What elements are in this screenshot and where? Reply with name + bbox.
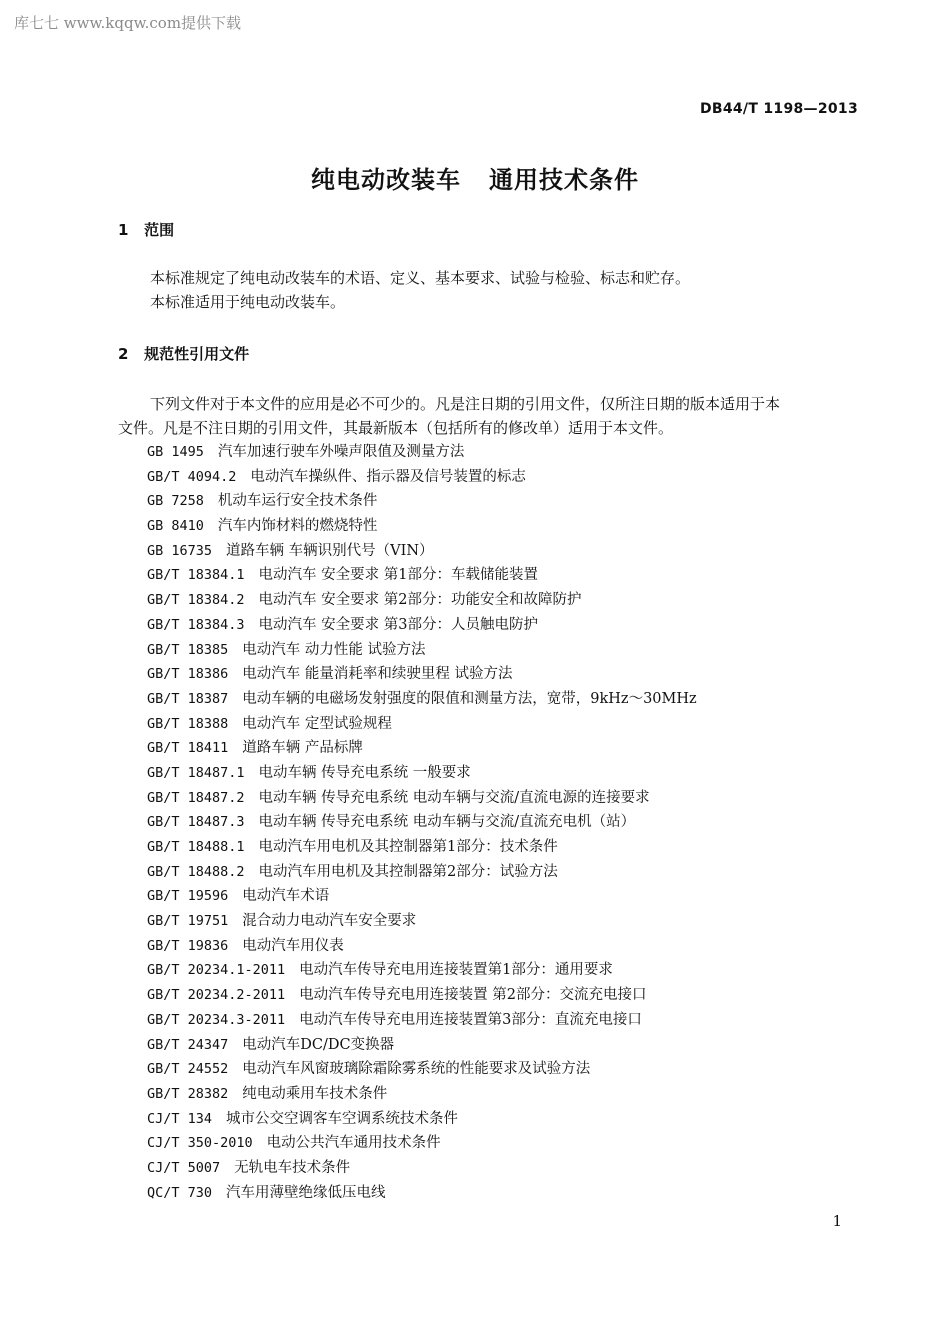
reference-title: 电动汽车传导充电用连接装置 第2部分：交流充电接口 — [299, 987, 647, 1004]
section-heading-normative-references: 2 规范性引用文件 — [118, 345, 250, 363]
reference-item — [147, 638, 697, 663]
reference-item — [147, 613, 697, 638]
reference-item — [147, 1107, 697, 1132]
reference-title: 汽车内饰材料的燃烧特性 — [217, 518, 378, 535]
reference-item — [147, 835, 697, 860]
reference-code: GB/T 20234.2-2011 — [147, 987, 286, 1004]
section-heading-scope: 1 范围 — [118, 221, 175, 239]
reference-code: GB 7258 — [147, 493, 204, 510]
reference-title: 纯电动乘用车技术条件 — [242, 1085, 388, 1102]
reference-item — [147, 1033, 697, 1058]
reference-code: GB/T 18384.1 — [147, 567, 245, 584]
references-intro-line-2: 文件。凡是不注日期的引用文件，其最新版本（包括所有的修改单）适用于本文件。 — [118, 419, 674, 437]
reference-code: GB/T 18487.1 — [147, 764, 245, 781]
reference-item — [147, 1181, 697, 1206]
reference-item — [147, 662, 697, 687]
document-code: DB44/T 1198—2013 — [699, 101, 858, 117]
reference-code: GB/T 19751 — [147, 913, 229, 930]
reference-item — [147, 884, 697, 909]
reference-title: 混合动力电动汽车安全要求 — [242, 913, 417, 930]
reference-code: GB/T 4094.2 — [147, 468, 237, 485]
reference-code: GB/T 18385 — [147, 641, 229, 658]
reference-code: GB/T 19596 — [147, 888, 229, 905]
reference-title: 电动汽车用仪表 — [242, 937, 344, 954]
reference-code: GB/T 18384.2 — [147, 592, 245, 609]
reference-item — [147, 563, 697, 588]
reference-title: 电动汽车用电机及其控制器第2部分：试验方法 — [258, 863, 558, 880]
reference-title: 电动汽车用电机及其控制器第1部分：技术条件 — [258, 839, 558, 855]
reference-item — [147, 909, 697, 934]
reference-code: CJ/T 5007 — [147, 1159, 221, 1176]
reference-title: 电动汽车操纵件、指示器及信号装置的标志 — [250, 468, 526, 485]
reference-item — [147, 1156, 697, 1181]
reference-title: 电动汽车风窗玻璃除霜除雾系统的性能要求及试验方法 — [242, 1061, 591, 1078]
reference-list — [147, 440, 697, 1205]
reference-item — [147, 810, 697, 835]
reference-title: 汽车加速行驶车外噪声限值及测量方法 — [217, 444, 465, 460]
reference-item — [147, 860, 697, 885]
reference-item — [147, 687, 697, 712]
reference-code: GB/T 20234.1-2011 — [147, 962, 286, 979]
reference-title: 电动汽车 安全要求 第1部分：车载储能装置 — [258, 567, 538, 584]
reference-code: GB/T 28382 — [147, 1085, 229, 1102]
references-intro-line-1: 下列文件对于本文件的应用是必不可少的。凡是注日期的引用文件，仅所注日期的版本适用于本 — [150, 395, 781, 413]
watermark-text: 库七七 www.kqqw.com提供下载 — [14, 14, 242, 32]
reference-title: 电动汽车DC/DC变换器 — [242, 1036, 395, 1053]
reference-item — [147, 1057, 697, 1082]
page-title: 纯电动改装车 通用技术条件 — [310, 166, 640, 194]
reference-item — [147, 1131, 697, 1156]
page-number: 1 — [832, 1212, 842, 1230]
reference-title: 电动汽车传导充电用连接装置第3部分：直流充电接口 — [299, 1011, 642, 1028]
reference-title: 电动车辆 传导充电系统 电动车辆与交流/直流充电机（站） — [258, 814, 636, 831]
reference-title: 电动汽车术语 — [242, 888, 330, 905]
reference-code: GB/T 19836 — [147, 937, 229, 954]
reference-title: 无轨电车技术条件 — [234, 1159, 351, 1176]
reference-item — [147, 736, 697, 761]
reference-code: GB 8410 — [147, 518, 204, 535]
reference-title: 城市公交空调客车空调系统技术条件 — [226, 1110, 459, 1127]
reference-item — [147, 514, 697, 539]
scope-paragraph-2: 本标准适用于纯电动改装车。 — [150, 293, 346, 311]
reference-code: GB/T 18488.2 — [147, 863, 245, 880]
reference-code: GB/T 18386 — [147, 666, 229, 683]
reference-item — [147, 489, 697, 514]
reference-code: CJ/T 350-2010 — [147, 1135, 253, 1152]
reference-item — [147, 712, 697, 737]
reference-code: GB/T 18487.2 — [147, 789, 245, 806]
reference-title: 汽车用薄壁绝缘低压电线 — [226, 1184, 386, 1201]
reference-item — [147, 761, 697, 786]
reference-title: 电动汽车传导充电用连接装置第1部分：通用要求 — [299, 962, 613, 979]
reference-title: 道路车辆 车辆识别代号（VIN） — [226, 542, 434, 559]
reference-item — [147, 934, 697, 959]
reference-title: 机动车运行安全技术条件 — [217, 493, 378, 510]
reference-title: 道路车辆 产品标牌 — [242, 740, 363, 757]
reference-title: 电动汽车 定型试验规程 — [242, 715, 392, 732]
reference-title: 电动车辆 传导充电系统 电动车辆与交流/直流电源的连接要求 — [258, 789, 650, 806]
reference-item — [147, 786, 697, 811]
reference-title: 电动汽车 安全要求 第3部分：人员触电防护 — [258, 616, 538, 633]
reference-item — [147, 1082, 697, 1107]
reference-code: GB/T 20234.3-2011 — [147, 1011, 286, 1028]
reference-code: GB/T 18411 — [147, 740, 229, 757]
reference-item — [147, 983, 697, 1008]
reference-title: 电动汽车 安全要求 第2部分：功能安全和故障防护 — [258, 592, 582, 609]
reference-item — [147, 440, 697, 465]
scope-paragraph-1: 本标准规定了纯电动改装车的术语、定义、基本要求、试验与检验、标志和贮存。 — [150, 269, 691, 287]
reference-title: 电动公共汽车通用技术条件 — [266, 1135, 441, 1152]
reference-title: 电动汽车 动力性能 试验方法 — [242, 641, 426, 658]
reference-code: GB/T 18488.1 — [147, 839, 245, 855]
reference-title: 电动汽车 能量消耗率和续驶里程 试验方法 — [242, 666, 513, 683]
reference-code: GB/T 18384.3 — [147, 616, 245, 633]
reference-code: GB/T 24347 — [147, 1036, 229, 1053]
reference-item — [147, 1008, 697, 1033]
reference-item — [147, 539, 697, 564]
reference-code: GB/T 18388 — [147, 715, 229, 732]
reference-item — [147, 958, 697, 983]
reference-code: QC/T 730 — [147, 1184, 213, 1201]
reference-title: 电动车辆的电磁场发射强度的限值和测量方法，宽带，9kHz～30MHz — [242, 690, 697, 707]
reference-title: 电动车辆 传导充电系统 一般要求 — [258, 764, 471, 781]
reference-code: GB 1495 — [147, 444, 204, 460]
reference-code: GB 16735 — [147, 542, 213, 559]
reference-code: GB/T 24552 — [147, 1061, 229, 1078]
reference-item — [147, 465, 697, 490]
reference-item — [147, 588, 697, 613]
reference-code: GB/T 18487.3 — [147, 814, 245, 831]
reference-code: GB/T 18387 — [147, 690, 229, 707]
reference-code: CJ/T 134 — [147, 1110, 213, 1127]
